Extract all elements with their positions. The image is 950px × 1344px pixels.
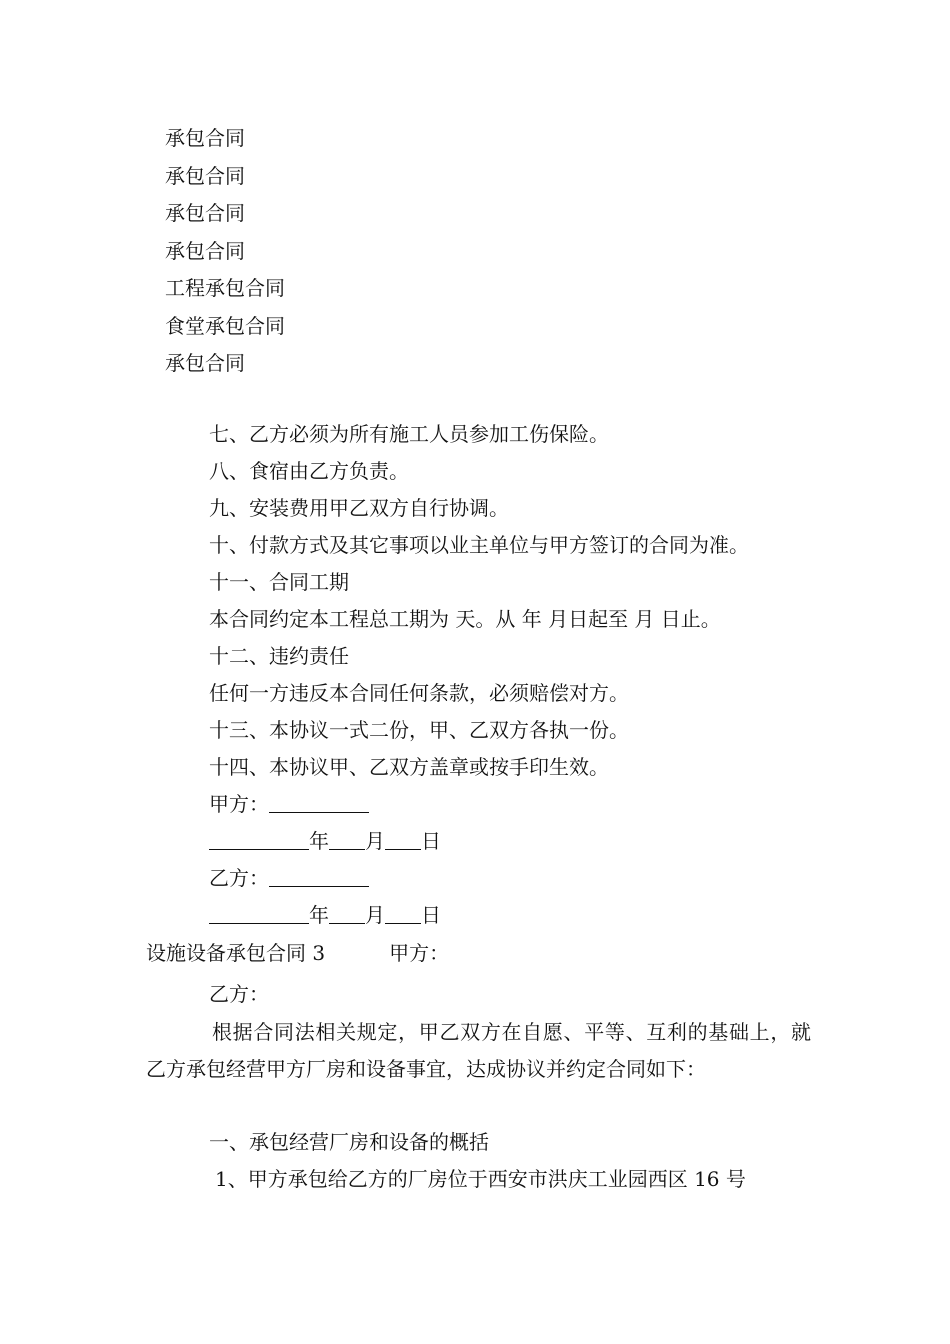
clause-12-body: 任何一方违反本合同任何条款，必须赔偿对方。 — [209, 681, 629, 705]
list-item: 承包合同 — [165, 351, 245, 375]
contract-3-party-a: 甲方： — [389, 941, 450, 965]
list-item: 食堂承包合同 — [165, 313, 285, 338]
day-blank — [385, 829, 421, 850]
day-blank — [385, 903, 421, 924]
clause-9: 九、安装费用甲乙双方自行协调。 — [209, 496, 509, 520]
party-b-date — [209, 897, 441, 934]
clause-10: 十、付款方式及其它事项以业主单位与甲方签订的合同为准。 — [209, 533, 749, 557]
list-item: 承包合同 — [165, 163, 245, 188]
contract-3-intro: 根据合同法相关规定，甲乙双方在自愿、平等、互利的基础上，就乙方承包经营甲方厂房和设备事宜，达成协议并约定合同如下： — [146, 1020, 811, 1081]
month-label: 月 — [365, 903, 385, 927]
list-item: 承包合同 — [165, 201, 245, 225]
day-label: 日 — [421, 903, 441, 927]
month-label: 月 — [365, 829, 385, 853]
signature-blank — [269, 866, 369, 887]
clause-7: 七、乙方必须为所有施工人员参加工伤保险。 — [209, 422, 609, 446]
signature-blank — [269, 792, 369, 813]
list-item: 工程承包合同 — [165, 276, 285, 300]
month-blank — [329, 903, 365, 924]
year-label: 年 — [309, 829, 329, 853]
list-item: 承包合同 — [165, 126, 245, 150]
section-1-item-1: 1、甲方承包给乙方的厂房位于西安市洪庆工业园西区 16 号 — [215, 1167, 746, 1191]
clause-8: 八、食宿由乙方负责。 — [209, 459, 409, 483]
day-label: 日 — [421, 829, 441, 853]
year-blank — [209, 903, 309, 924]
list-item: 承包合同 — [165, 238, 245, 263]
contract-3-heading — [146, 935, 449, 972]
year-label: 年 — [309, 903, 329, 927]
clause-11-body: 本合同约定本工程总工期为 天。从 年 月日起至 月 日止。 — [209, 607, 721, 631]
party-a-label: 甲方： — [209, 792, 269, 816]
section-1-title: 一、承包经营厂房和设备的概括 — [209, 1130, 489, 1154]
clause-14: 十四、本协议甲、乙双方盖章或按手印生效。 — [209, 755, 609, 779]
contract-3-party-b: 乙方： — [209, 982, 269, 1006]
party-a-date — [209, 823, 441, 860]
clause-11-title: 十一、合同工期 — [209, 570, 349, 594]
party-a-signature — [209, 786, 369, 823]
contract-list — [165, 120, 285, 383]
year-blank — [209, 829, 309, 850]
month-blank — [329, 829, 365, 850]
clause-13: 十三、本协议一式二份，甲、乙双方各执一份。 — [209, 718, 629, 742]
party-b-label: 乙方： — [209, 866, 269, 890]
party-b-signature — [209, 860, 369, 897]
contract-3-title: 设施设备承包合同 3 — [146, 941, 326, 965]
clause-12-title: 十二、违约责任 — [209, 644, 349, 668]
